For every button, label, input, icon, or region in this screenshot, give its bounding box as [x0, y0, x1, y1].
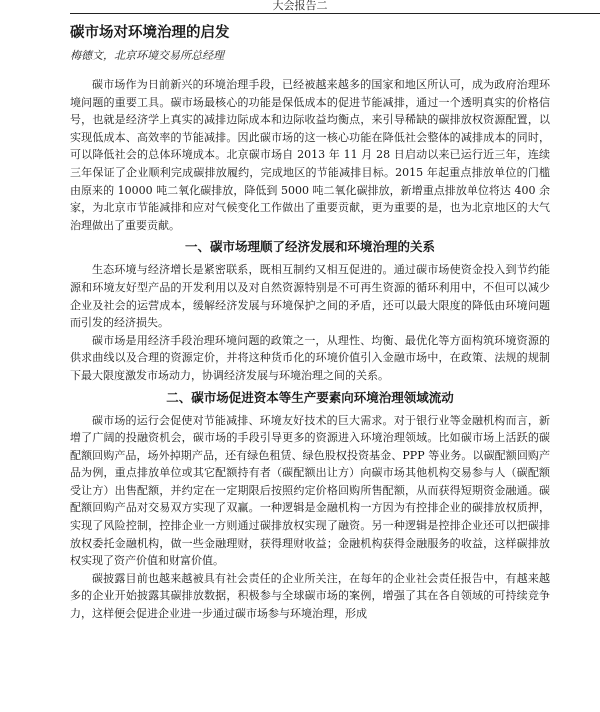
section-1-paragraph-1: 生态环境与经济增长是紧密联系，既相互制约又相互促进的。通过碳市场使资金投入到节约能源和环境友好型产品的开发利用以及对自然资源特别是不可再生资源的循环利用中，不但可以减少企业及社会的运营成本，缓解经济发展与环境保护之间的矛盾，还可以最大限度的降低由环境问题而引发的经济损失。	[70, 263, 550, 330]
section-1-paragraph-2: 碳市场是用经济手段治理环境问题的政策之一，从理性、均衡、最优化等方面构筑环境资源的供求曲线以及合理的资源定价，并将这种货币化的环境价值引入金融市场中，在政策、法规的规制下最大限度激发市场动力，协调经济发展与环境治理之间的关系。	[70, 333, 550, 382]
section-1-heading: 一、碳市场理顺了经济发展和环境治理的关系	[184, 239, 435, 255]
article	[70, 20, 550, 623]
section-2-paragraph-1: 碳市场的运行会促使对节能减排、环境友好技术的巨大需求。对于银行业等金融机构而言，新增了广阔的投融资机会，碳市场的手段引导更多的资源进入环境治理领域。比如碳市场上活跃的碳配额回购产品，场外掉期产品，还有绿色租赁、绿色股权投资基金、PPP 等业务。以碳配额回购产品为例，重点排放单位或其它配额持有者（碳配额出让方）向碳市场其他机构交易参与人（碳配额受让方）出售配额，并约定在一定期限后按照约定价格回购所售配额，从而获得短期资金融通。碳配额回购产品对交易双方实现了双赢。一种逻辑是金融机构一方因为有控排企业的碳排放权质押，实现了风险控制，控排企业一方则通过碳排放权实现了融资。另一种逻辑是控排企业还可以把碳排放权委托金融机构，做一些金融理财，获得理财收益；金融机构获得金融服务的收益，这样碳排放权实现了资产价值和财富价值。	[70, 413, 550, 568]
section-2-paragraph-2: 碳披露目前也越来越被具有社会责任的企业所关注，在每年的企业社会责任报告中，有越来越多的企业开始披露其碳排放数据，积极参与全球碳市场的案例，增强了其在各自领域的可持续竞争力，这样便会促进企业进一步通过碳市场参与环境治理，形成	[70, 571, 550, 621]
author-byline: 梅德文，北京环境交易所总经理	[70, 49, 224, 62]
intro-paragraph: 碳市场作为日前新兴的环境治理手段，已经被越来越多的国家和地区所认可，成为政府治理环境问题的重要工具。碳市场最核心的功能是保低成本的促进节能减排，通过一个透明真实的价格信号，也就是经济学上真实的减排边际成本和边际收益均衡点，来引导稀缺的碳排放权资源配置，以实现低成本、高效率的节能减排。因此碳市场的这一核心功能在降低社会整体的减排成本的同时，可以降低社会的总体环境成本。北京碳市场自 2013 年 11 月 28 日启动以来已运行近三年，连续三年保证了企业顺利完成碳排放履约，完成地区的节能减排目标。2015 年起重点排放单位的门槛由原来的 10000 吨二氧化碳排放，降低到 5000 吨二氧化碳排放，新增重点排放单位将达 400 余家，为北京市节能减排和应对气候变化工作做出了重要贡献，更为重要的是，也为北京地区的大气治理做出了重要贡献。	[70, 78, 550, 232]
section-2-heading: 二、碳市场促进资本等生产要素向环境治理领域流动	[166, 389, 454, 405]
header-rule	[70, 13, 600, 14]
article-title: 碳市场对环境治理的启发	[70, 25, 230, 41]
running-header: 大会报告二	[272, 0, 328, 12]
